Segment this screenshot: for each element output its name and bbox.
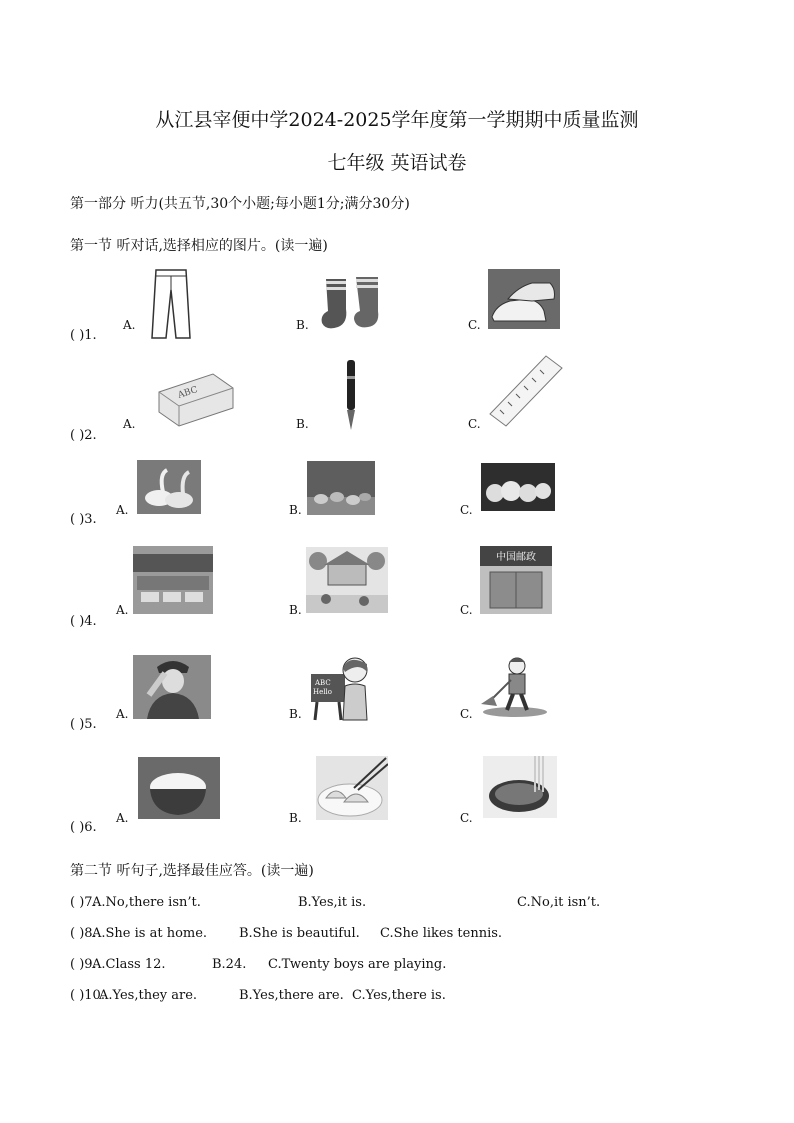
section-two-heading: 第二节 听句子,选择最佳应答。(读一遍) <box>70 863 314 879</box>
question-1-number: ( )1. <box>70 328 97 343</box>
q6-option-c: C. <box>460 811 473 825</box>
dumplings-icon <box>316 756 388 820</box>
question-9-number: ( )9. <box>70 957 97 972</box>
post-office-icon <box>480 546 552 614</box>
sneakers-icon <box>488 269 560 329</box>
q2-option-b: B. <box>296 417 309 431</box>
teacher-board-text: ABC Hello <box>313 679 332 696</box>
exam-subtitle: 七年级 英语试卷 <box>327 152 467 174</box>
rice-icon <box>138 757 220 819</box>
q1-option-a: A. <box>123 318 136 332</box>
question-2-number: ( )2. <box>70 428 97 443</box>
q4-option-a: A. <box>116 603 129 617</box>
q6-option-b: B. <box>289 811 302 825</box>
q9-option-a: A.Class 12. <box>92 957 166 972</box>
noodles-icon <box>483 756 557 818</box>
q2-option-c: C. <box>468 417 481 431</box>
question-10-number: ( )10. <box>70 988 105 1003</box>
q10-option-b: B.Yes,there are. <box>239 988 344 1003</box>
q9-option-b: B.24. <box>212 957 247 972</box>
cleaner-icon <box>481 654 549 718</box>
question-3-number: ( )3. <box>70 512 97 527</box>
question-7-number: ( )7. <box>70 895 97 910</box>
q5-option-c: C. <box>460 707 473 721</box>
eraser-icon <box>155 370 237 428</box>
ducks-icon <box>307 461 375 515</box>
question-8-number: ( )8. <box>70 926 97 941</box>
q8-option-c: C.She likes tennis. <box>380 926 503 941</box>
eraser-label: ABC <box>176 385 200 401</box>
q2-option-a: A. <box>123 417 136 431</box>
chicks-icon <box>481 463 555 511</box>
q4-option-b: B. <box>289 603 302 617</box>
q3-option-a: A. <box>116 503 129 517</box>
park-icon <box>306 547 388 613</box>
q8-option-a: A.She is at home. <box>92 926 208 941</box>
q10-option-a: A.Yes,they are. <box>99 988 198 1003</box>
post-office-sign: 中国邮政 <box>496 552 536 563</box>
q6-option-a: A. <box>116 811 129 825</box>
question-4-number: ( )4. <box>70 614 97 629</box>
q8-option-b: B.She is beautiful. <box>239 926 360 941</box>
socks-icon <box>318 275 390 331</box>
q1-option-b: B. <box>296 318 309 332</box>
q9-option-c: C.Twenty boys are playing. <box>268 957 447 972</box>
exam-title: 从江县宰便中学2024-2025学年度第一学期期中质量监测 <box>155 109 639 131</box>
station-icon <box>133 546 213 614</box>
part-one-heading: 第一部分 听力(共五节,30个小题;每小题1分;满分30分) <box>70 196 410 212</box>
q10-option-c: C.Yes,there is. <box>352 988 446 1003</box>
q7-option-a: A.No,there isn’t. <box>92 895 201 910</box>
question-5-number: ( )5. <box>70 717 97 732</box>
teacher-icon <box>309 652 371 722</box>
q1-option-c: C. <box>468 318 481 332</box>
q4-option-c: C. <box>460 603 473 617</box>
geese-icon <box>137 460 201 514</box>
q7-option-c: C.No,it isn’t. <box>517 895 601 910</box>
pants-icon <box>150 268 192 340</box>
q5-option-a: A. <box>116 707 129 721</box>
ruler-icon <box>488 354 564 428</box>
q5-option-b: B. <box>289 707 302 721</box>
pen-icon <box>344 358 358 432</box>
q3-option-c: C. <box>460 503 473 517</box>
police-icon <box>133 655 211 719</box>
section-one-heading: 第一节 听对话,选择相应的图片。(读一遍) <box>70 238 328 254</box>
q7-option-b: B.Yes,it is. <box>298 895 367 910</box>
question-6-number: ( )6. <box>70 820 97 835</box>
q3-option-b: B. <box>289 503 302 517</box>
